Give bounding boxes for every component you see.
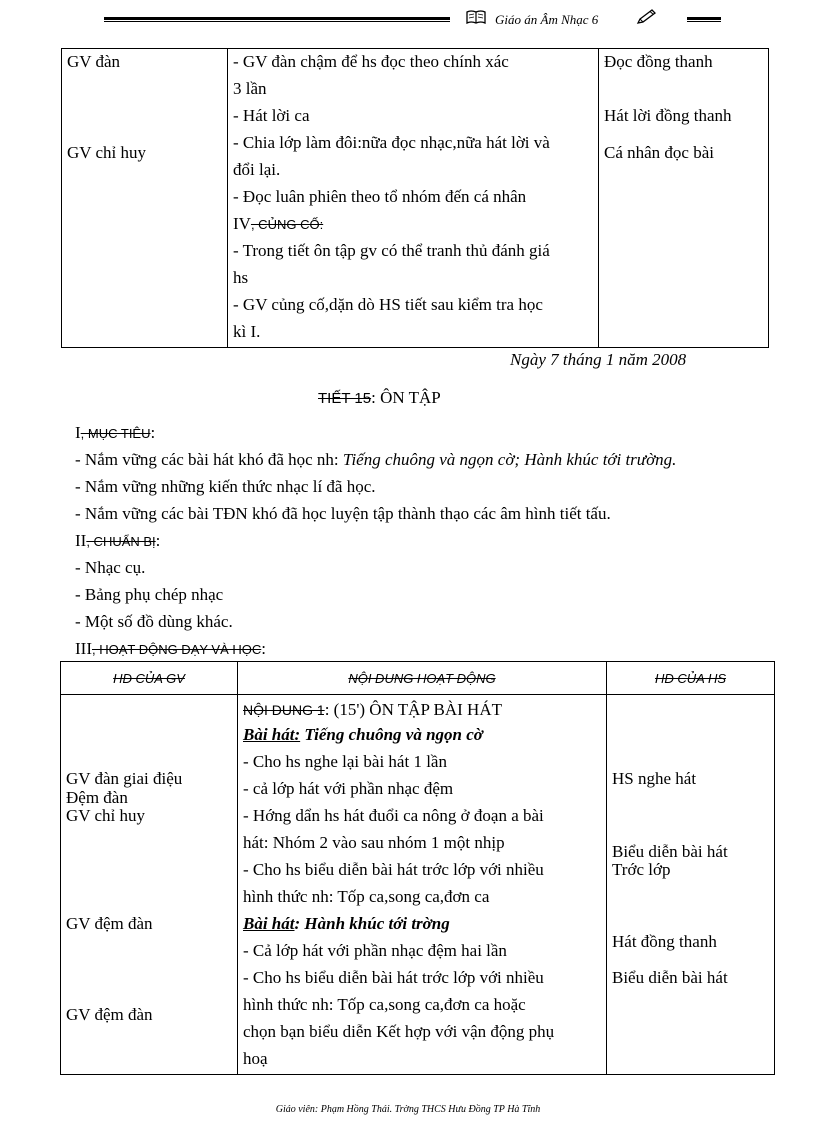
song-heading <box>243 914 450 934</box>
content-line: 3 lần <box>233 79 267 98</box>
song-title: : Hành khúc tới trờng <box>294 914 450 933</box>
content-line: - Cho hs biểu diễn bài hát trớc lớp với nhiều <box>243 860 544 879</box>
lesson-date: Ngày 7 tháng 1 năm 2008 <box>510 350 687 369</box>
content-line: - Trong tiết ôn tập gv có thể tranh thủ đánh giá <box>233 241 550 260</box>
content-line: - cả lớp hát với phần nhạc đệm <box>243 779 454 798</box>
teacher-activity: GV đệm đàn <box>66 914 153 933</box>
teacher-activity: GV đàn giai điệu <box>66 769 183 788</box>
teacher-activity: GV chỉ huy <box>67 143 147 162</box>
student-activity: Hát đồng thanh <box>612 932 717 951</box>
objective-line: - Nắm vững những kiến thức nhạc lí đã học. <box>75 477 376 496</box>
section-heading-objectives <box>75 423 155 443</box>
teacher-activity: GV đàn <box>67 52 121 71</box>
section-number: II <box>75 531 87 550</box>
content-line: hình thức nh: Tốp ca,song ca,đơn ca hoặc <box>243 995 526 1014</box>
song-label: Bài hát <box>243 914 295 933</box>
section-number: III <box>75 639 92 658</box>
student-activity: Hát lời đồng thanh <box>604 106 732 125</box>
content-line: hát: Nhóm 2 vào sau nhóm 1 một nhịp <box>243 833 505 852</box>
preparation-item: - Nhạc cụ. <box>75 558 146 577</box>
student-activity-cell <box>599 49 769 348</box>
content-line: - Cho hs nghe lại bài hát 1 lần <box>243 752 447 771</box>
teacher-activity: GV đệm đàn <box>66 1005 153 1024</box>
activity-table-continued <box>61 48 769 348</box>
student-activity: Đọc đồng thanh <box>604 52 713 71</box>
student-activity-cell <box>607 695 775 1075</box>
section-label: , HOẠT ĐỘNG DẠY VÀ HỌC <box>91 642 262 657</box>
content-heading <box>243 700 502 720</box>
header-teacher-activity: HĐ CỦA GV <box>61 662 238 695</box>
section-number: IV <box>233 214 251 233</box>
teacher-activity: Đệm đàn <box>66 788 128 807</box>
teacher-activity-cell <box>62 49 228 348</box>
content-line: hoạ <box>243 1049 268 1068</box>
content-line: chọn bạn biểu diễn Kết hợp với vận động phụ <box>243 1022 555 1041</box>
header-rule-right <box>687 17 721 22</box>
lesson-name: : ÔN TẬP <box>371 388 441 407</box>
header-content: NỘI DUNG HOẠT ĐỘNG <box>238 662 607 695</box>
content-line: - GV đàn chậm để hs đọc theo chính xác <box>233 52 509 71</box>
header-rule-left <box>104 17 450 22</box>
content-line: kì I. <box>233 322 261 341</box>
header-student-activity: HĐ CỦA HS <box>607 662 775 695</box>
page-footer: Giáo viên: Phạm Hồng Thái. Trờng THCS Hưu Đồng TP Hà Tĩnh <box>275 1104 541 1115</box>
content-line: - Đọc luân phiên theo tổ nhóm đến cá nhân <box>233 187 527 206</box>
content-line: - Hớng dẩn hs hát đuổi ca nông ở đoạn a bài <box>243 806 544 825</box>
song-titles: Tiếng chuông và ngọn cờ; Hành khúc tới trường. <box>342 450 677 469</box>
preparation-item: - Bảng phụ chép nhạc <box>75 585 224 604</box>
section-label: , CHUẨN BỊ <box>86 534 156 549</box>
student-activity: Cá nhân đọc bài <box>604 143 714 162</box>
student-activity: HS nghe hát <box>612 769 697 788</box>
section-suffix: : <box>155 531 161 550</box>
song-heading <box>243 725 483 745</box>
section-number: I <box>75 423 81 442</box>
content-line: - Chia lớp làm đôi:nữa đọc nhạc,nữa hát lời và <box>233 133 550 152</box>
objective-line <box>75 450 676 470</box>
section-heading-activities <box>75 639 266 659</box>
section-heading-preparation <box>75 531 160 551</box>
student-activity: Biểu diễn bài hát <box>612 842 728 861</box>
lesson-title <box>318 388 441 408</box>
book-icon <box>465 9 487 25</box>
content-cell <box>228 49 599 348</box>
student-activity: Biểu diễn bài hát <box>612 968 728 987</box>
teacher-activity: GV chỉ huy <box>66 806 146 825</box>
activity-table <box>60 661 775 1075</box>
section-suffix: : <box>150 423 156 442</box>
content-label: NỘI DUNG 1 <box>243 702 325 718</box>
content-line: - Cả lớp hát với phần nhạc đệm hai lần <box>243 941 507 960</box>
content-line: - Cho hs biểu diễn bài hát trớc lớp với nhiều <box>243 968 544 987</box>
student-activity: Trớc lớp <box>612 860 671 879</box>
preparation-item: - Một số đồ dùng khác. <box>75 612 233 631</box>
content-title: : (15') ÔN TẬP BÀI HÁT <box>324 700 502 719</box>
objective-line: - Nắm vững các bài TĐN khó đã học luyện tập thành thạo các âm hình tiết tấu. <box>75 504 611 523</box>
header-title: Giáo án Âm Nhạc 6 <box>495 12 599 27</box>
content-line: - Hát lời ca <box>233 106 310 125</box>
song-title: Tiếng chuông và ngọn cờ <box>300 725 483 744</box>
content-line: - GV củng cố,dặn dò HS tiết sau kiểm tra học <box>233 295 543 314</box>
teacher-activity-cell <box>61 695 238 1075</box>
section-label: , MỤC TIÊU <box>80 426 151 441</box>
content-line: hình thức nh: Tốp ca,song ca,đơn ca <box>243 887 490 906</box>
lesson-number: TIẾT 15 <box>318 390 372 407</box>
content-line: đổi lại. <box>233 160 281 179</box>
section-suffix: : <box>261 639 266 658</box>
objective-text: - Nắm vững các bài hát khó đã học nh: <box>75 450 343 469</box>
section-label: , CỦNG CỐ: <box>250 217 324 232</box>
song-label: Bài hát: <box>243 725 301 744</box>
section-heading-consolidation <box>233 214 323 234</box>
pencil-icon <box>635 8 659 26</box>
content-line: hs <box>233 268 249 287</box>
content-cell <box>238 695 607 1075</box>
